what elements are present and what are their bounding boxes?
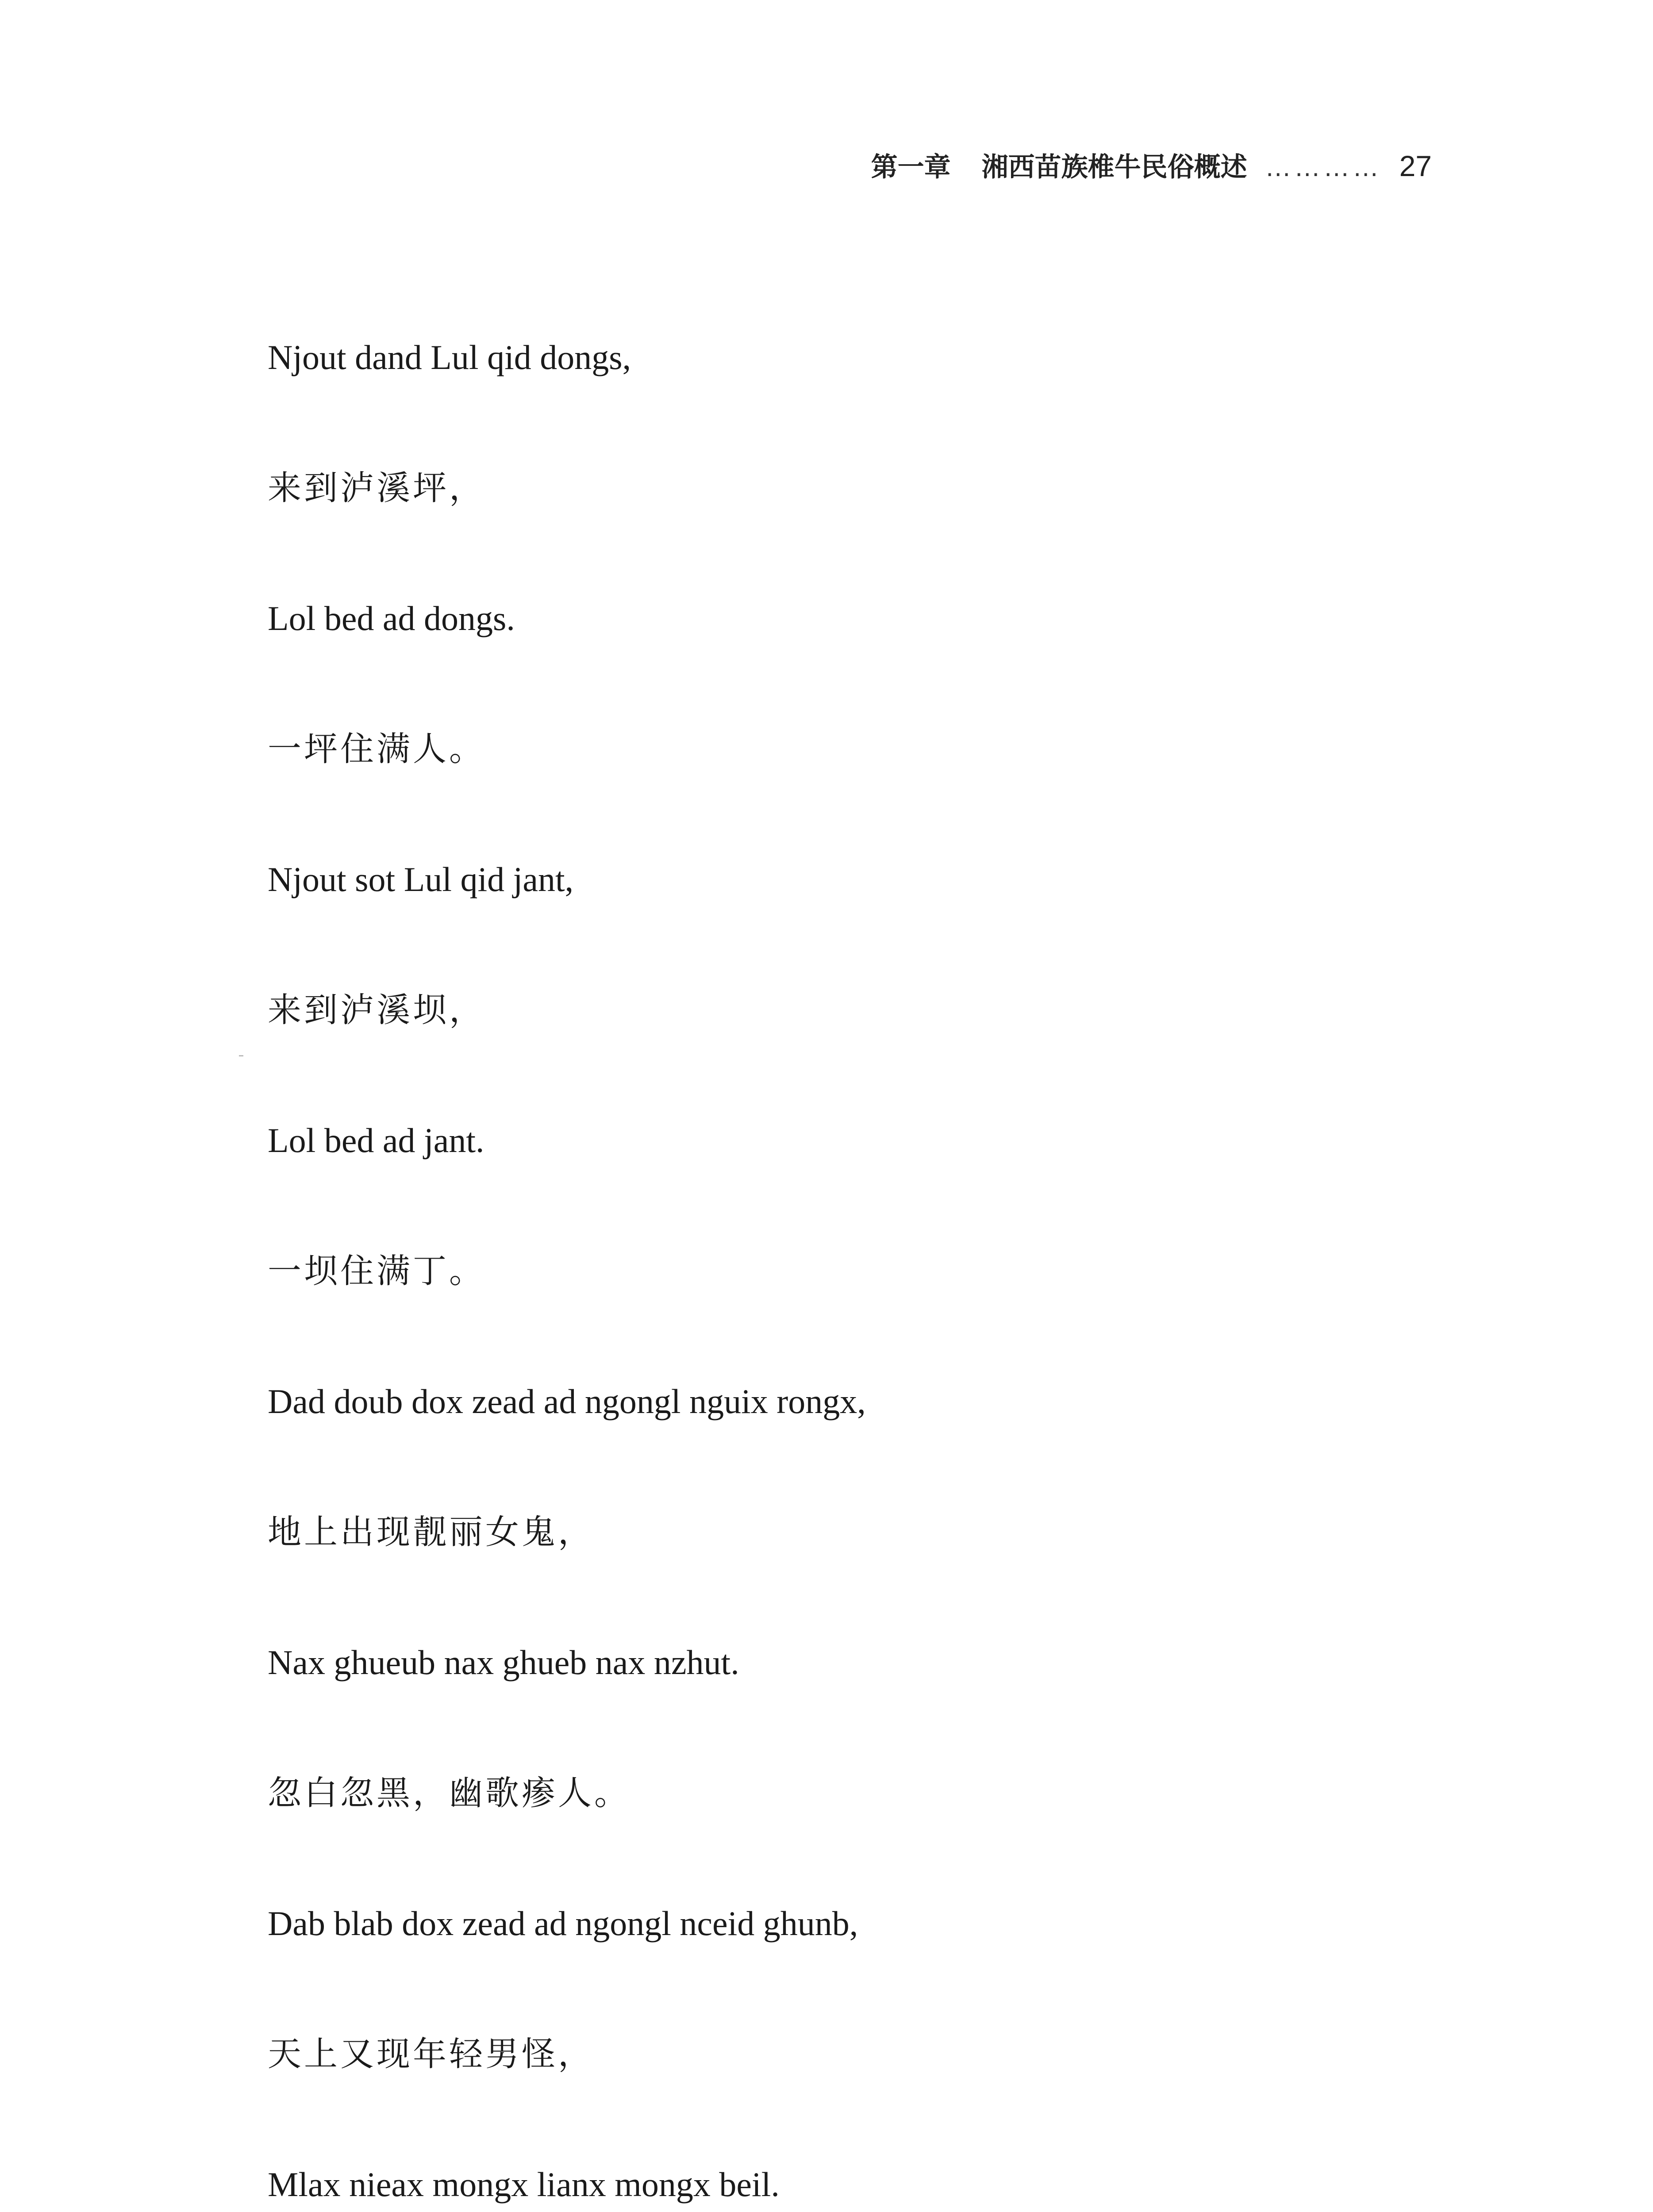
chapter-label: 第一章 — [871, 152, 951, 183]
verse-line-chinese: 一坝住满丁。 — [268, 1251, 485, 1290]
verse-line-chinese: 忽白忽黑，幽歌瘆人。 — [268, 1773, 630, 1813]
verse-line-miao: Dad doub dox zead ad ngongl nguix rongx, — [268, 1382, 866, 1421]
running-header — [871, 146, 1432, 184]
page-number: 27 — [1399, 150, 1432, 182]
verse-line-chinese: 天上又现年轻男怪， — [268, 2034, 594, 2074]
verse-line-chinese: 来到泸溪坝， — [268, 990, 485, 1029]
verse-line-chinese: 地上出现靓丽女鬼， — [268, 1512, 594, 1551]
dot-leader: ………… — [1265, 152, 1382, 182]
verse-line-miao: Lol bed ad dongs. — [268, 599, 515, 637]
verse-line-miao: Dab blab dox zead ad ngongl nceid ghunb, — [268, 1904, 858, 1943]
scan-speck — [239, 1055, 243, 1056]
verse-line-miao: Lol bed ad jant. — [268, 1121, 484, 1160]
verse-line-miao: Mlax nieax mongx lianx mongx beil. — [268, 2165, 780, 2204]
verse-line-chinese: 来到泸溪坪， — [268, 468, 485, 507]
verse-line-miao: Nax ghueub nax ghueb nax nzhut. — [268, 1643, 739, 1682]
verse-line-miao: Njout dand Lul qid dongs, — [268, 338, 631, 376]
verse-line-miao: Njout sot Lul qid jant, — [268, 860, 574, 899]
chapter-title: 湘西苗族椎牛民俗概述 — [981, 152, 1247, 183]
verse-block — [268, 292, 1462, 2212]
verse-line-chinese: 一坪住满人。 — [268, 729, 485, 768]
